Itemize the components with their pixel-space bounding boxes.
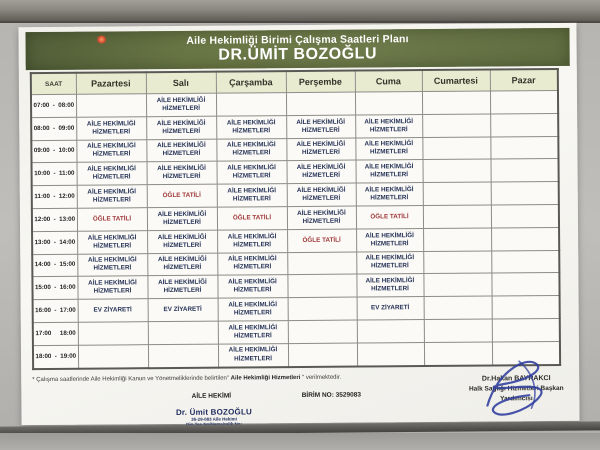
schedule-cell: AİLE HEKİMLİĞİ HİZMETLERİ [355,137,422,160]
schedule-cell [422,114,490,137]
time-row-12 [33,341,560,368]
time-slot-label: 14:00 - 15:00 [32,254,77,277]
time-slot-label: 15:00 - 16:00 [32,277,77,300]
schedule-cell [422,137,490,160]
schedule-cell: AİLE HEKİMLİĞİ HİZMETLERİ [286,115,355,138]
schedule-cell [490,90,558,113]
schedule-cell: AİLE HEKİMLİĞİ HİZMETLERİ [147,207,217,230]
schedule-cell: AİLE HEKİMLİĞİ HİZMETLERİ [77,185,147,208]
schedule-cell [423,228,491,251]
schedule-cell [424,342,492,366]
schedule-cell [491,227,559,250]
schedule-cell: AİLE HEKİMLİĞİ HİZMETLERİ [355,114,422,137]
title-band [25,28,569,70]
column-header-çarşamba: Çarşamba [216,71,286,93]
schedule-cell: ÖĞLE TATİLİ [356,206,423,229]
schedule-cell: AİLE HEKİMLİĞİ HİZMETLERİ [217,184,287,207]
family-doctor-label: AİLE HEKİMİ [191,392,232,400]
schedule-cell: AİLE HEKİMLİĞİ HİZMETLERİ [287,206,356,229]
schedule-cell [423,251,491,274]
schedule-cell: AİLE HEKİMLİĞİ HİZMETLERİ [216,115,286,138]
schedule-cell: AİLE HEKİMLİĞİ HİZMETLERİ [356,274,423,297]
footnote-text-pre: * Çalışma saatlerinde Aile Hekimliği Kanun ve Yönetmeliklerinde belirtilen" [32,375,231,384]
schedule-cell [286,92,355,115]
schedule-cell [76,94,146,117]
footnote-text-post: " verilmektedir. [300,374,342,381]
schedule-cell [424,319,492,342]
footnote-text-bold: Aile Hekimliği Hizmetleri [230,374,301,382]
unit-number-label: BİRİM NO: 3529083 [301,391,361,399]
schedule-cell: EV ZİYARETİ [357,297,424,320]
column-header-cuma: Cuma [355,70,422,92]
schedule-cell: AİLE HEKİMLİĞİ HİZMETLERİ [146,93,216,116]
schedule-cell: AİLE HEKİMLİĞİ HİZMETLERİ [356,160,423,183]
schedule-cell: AİLE HEKİMLİĞİ HİZMETLERİ [77,253,147,276]
column-header-pazartesi: Pazartesi [76,72,146,94]
approver-name: Dr.Hakan BAYRAKCI [481,375,551,383]
schedule-cell [492,318,560,341]
schedule-cell: AİLE HEKİMLİĞİ HİZMETLERİ [77,162,147,185]
schedule-cell: AİLE HEKİMLİĞİ HİZMETLERİ [356,228,423,251]
schedule-cell [490,113,558,136]
schedule-cell: AİLE HEKİMLİĞİ HİZMETLERİ [76,116,146,139]
schedule-cell [148,321,218,344]
approver-title-line1: Halk Sağlığı Hizmetleri Başkan [468,385,564,393]
schedule-cell: AİLE HEKİMLİĞİ HİZMETLERİ [147,230,217,253]
schedule-cell: ÖĞLE TATİLİ [147,184,217,207]
schedule-paper [18,23,579,425]
stamp-small-line-1: 35-29-083 Aile Hekimi [191,416,237,422]
schedule-cell: AİLE HEKİMLİĞİ HİZMETLERİ [218,321,288,344]
time-slot-label: 09:00 - 10:00 [31,140,76,163]
column-header-pazar: Pazar [490,69,558,91]
schedule-cell [288,297,357,320]
approver-title-line2: Yardımcısı [500,394,533,402]
schedule-cell: AİLE HEKİMLİĞİ HİZMETLERİ [217,275,287,298]
schedule-cell [216,93,286,116]
schedule-cell [287,252,356,275]
schedule-cell [490,136,558,159]
schedule-cell [288,343,357,367]
schedule-cell [491,182,559,205]
schedule-cell: ÖĞLE TATİLİ [217,207,287,230]
schedule-cell [78,322,148,345]
time-slot-label: 10:00 - 11:00 [32,163,77,186]
schedule-cell [357,342,424,366]
schedule-cell: AİLE HEKİMLİĞİ HİZMETLERİ [287,160,356,183]
column-header-saat: SAAT [31,73,76,95]
schedule-cell [491,204,559,227]
schedule-cell: AİLE HEKİMLİĞİ HİZMETLERİ [218,343,288,367]
schedule-cell [148,344,218,368]
schedule-cell: AİLE HEKİMLİĞİ HİZMETLERİ [217,161,287,184]
schedule-cell [357,319,424,342]
column-header-perşembe: Perşembe [286,71,355,93]
schedule-cell: AİLE HEKİMLİĞİ HİZMETLERİ [287,183,356,206]
plan-title: Aile Hekimliği Birimi Çalışma Saatleri Planı [186,33,409,47]
time-slot-label: 07:00 - 08:00 [31,94,76,117]
column-header-cumartesi: Cumartesi [422,69,490,91]
schedule-cell [491,250,559,273]
time-slot-label: 11:00 - 12:00 [32,185,77,208]
schedule-cell [424,296,492,319]
schedule-cell: AİLE HEKİMLİĞİ HİZMETLERİ [77,230,147,253]
time-slot-label: 16:00 - 17:00 [33,299,78,322]
schedule-cell [78,344,148,368]
schedule-cell: AİLE HEKİMLİĞİ HİZMETLERİ [216,138,286,161]
flash-reflection-dot [97,36,107,44]
doctor-name-title: DR.ÜMİT BOZOĞLU [218,45,378,64]
schedule-cell [422,91,490,114]
schedule-cell [423,182,491,205]
schedule-cell: AİLE HEKİMLİĞİ HİZMETLERİ [356,183,423,206]
schedule-cell [423,273,491,296]
schedule-cell [490,159,558,182]
schedule-cell: EV ZİYARETİ [148,298,218,321]
schedule-cell: AİLE HEKİMLİĞİ HİZMETLERİ [147,253,217,276]
schedule-cell: AİLE HEKİMLİĞİ HİZMETLERİ [356,251,423,274]
schedule-cell: AİLE HEKİMLİĞİ HİZMETLERİ [76,139,146,162]
frame-bottom-shadow [0,433,600,450]
time-slot-label: 18:00 - 19:00 [33,345,78,369]
time-slot-label: 17:00 18:00 [33,322,78,345]
schedule-cell [287,274,356,297]
schedule-table [30,68,561,370]
schedule-cell [492,296,560,319]
schedule-cell: AİLE HEKİMLİĞİ HİZMETLERİ [146,139,216,162]
schedule-cell [423,159,491,182]
approver-block [436,374,596,404]
schedule-cell [423,205,491,228]
schedule-cell: AİLE HEKİMLİĞİ HİZMETLERİ [286,138,355,161]
schedule-cell: AİLE HEKİMLİĞİ HİZMETLERİ [217,252,287,275]
schedule-cell: AİLE HEKİMLİĞİ HİZMETLERİ [218,298,288,321]
stamp-doctor-name: Dr. Ümit BOZOĞLU [175,407,253,417]
schedule-cell: AİLE HEKİMLİĞİ HİZMETLERİ [146,116,216,139]
schedule-cell: AİLE HEKİMLİĞİ HİZMETLERİ [147,162,217,185]
schedule-cell: AİLE HEKİMLİĞİ HİZMETLERİ [147,276,217,299]
schedule-cell: ÖĞLE TATİLİ [77,208,147,231]
schedule-cell: AİLE HEKİMLİĞİ HİZMETLERİ [217,229,287,252]
footnote [32,375,341,383]
time-slot-label: 12:00 - 13:00 [32,208,77,231]
schedule-cell [288,320,357,343]
column-header-salı: Salı [146,72,216,94]
frame-top-edge [0,0,600,23]
schedule-cell: ÖĞLE TATİLİ [287,229,356,252]
time-slot-label: 13:00 - 14:00 [32,231,77,254]
schedule-cell [491,273,559,296]
schedule-cell: EV ZİYARETİ [78,299,148,322]
schedule-cell [355,92,422,115]
schedule-cell [492,341,560,365]
schedule-cell: AİLE HEKİMLİĞİ HİZMETLERİ [77,276,147,299]
time-slot-label: 08:00 - 09:00 [31,117,76,140]
